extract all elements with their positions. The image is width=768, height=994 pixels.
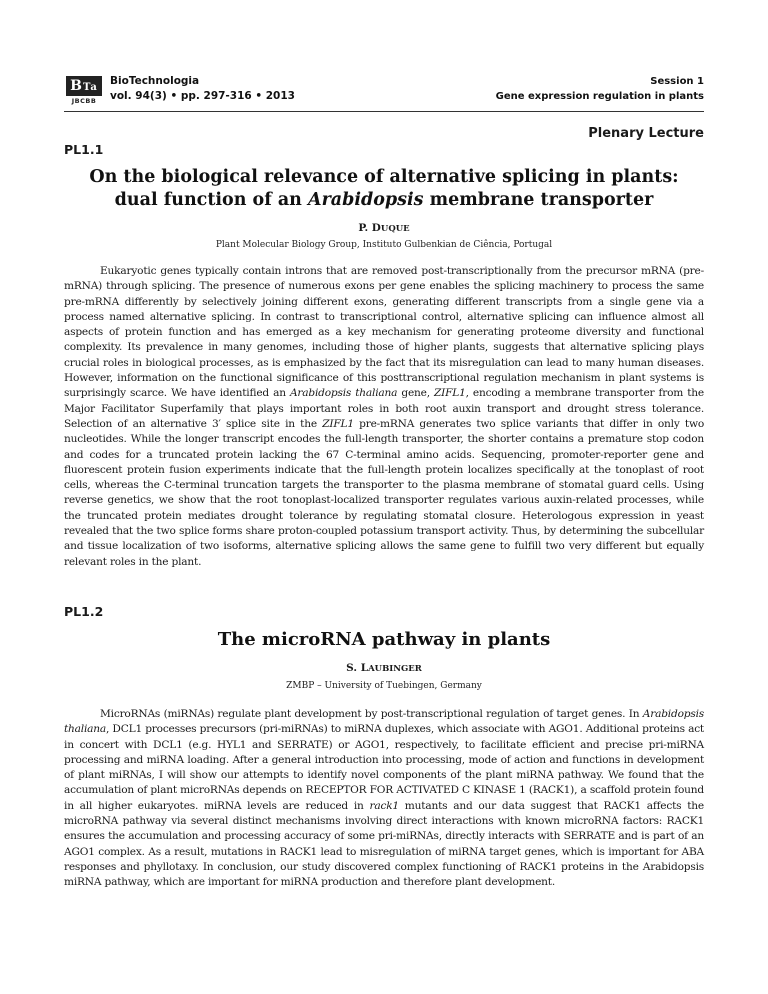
journal-logo: BTa JBCBB (64, 74, 104, 106)
lecture-abstract: Eukaryotic genes typically contain introns that are removed post-transcriptionally from the precursor mRNA (pre-mRNA) through splicing. The presence of numerous exons per gene enables the splicing machinery to process the same pre-mRNA differently by selectively joining different exons, generating different transcripts from a single gene via a process named alternative splicing. In contrast to transcriptional control, alternative splicing can influence almost all aspects of protein function and has emerged as a key mechanism for generating proteome diversity and functional complexity. Its prevalence in many genomes, including those of higher plants, suggests that alternative splicing plays crucial roles in biological processes, as is emphasized by the fact that its misregulation can lead to many human diseases. However, information on the functional significance of this posttranscriptional regulation mechanism in plant systems is surprisingly scarce. We have identified an Arabidopsis thaliana gene, ZIFL1, encoding a membrane transporter from the Major Facilitator Superfamily that plays important roles in both root auxin transport and drought stress tolerance. Selection of an alternative 3′ splice site in the ZIFL1 pre-mRNA generates two splice variants that differ in only two nucleotides. While the longer transcript encodes the full-length transporter, the shorter contains a premature stop codon and codes for a truncated protein lacking the 67 C-terminal amino acids. Sequencing, promoter-reporter gene and fluorescent protein fusion experiments indicate that the full-length protein localizes specifically at the tonoplast of root cells, whereas the C-terminal truncation targets the transporter to the plasma membrane of stomatal guard cells. Using reverse genetics, we show that the root tonoplast-localized transporter regulates various auxin-related processes, while the truncated protein mediates drought tolerance by regulating stomatal closure. Heterologous expression in yeast revealed that the two splice forms share proton-coupled potassium transport activity. Thus, by determining the subcellular and tissue localization of two isoforms, alternative splicing allows the same gene to fulfill two very different but equally relevant roles in the plant. (64, 265, 705, 568)
lecture-id: PL1.1 (64, 142, 104, 157)
lecture-abstract: MicroRNAs (miRNAs) regulate plant development by post-transcriptional regulation of target genes. In Arabidopsis thaliana, DCL1 processes precursors (pri-miRNAs) to miRNA duplexes, which associate with AGO1. Additional proteins act in concert with DCL1 (e.g. HYL1 and SERRATE) or AGO1, respectively, to facilitate efficient and precise pri-miRNA processing and miRNA loading. After a general introduction into processing, mode of action and functions in development of plant miRNAs, I will show our attempts to identify novel components of the plant miRNA pathway. We found that the accumulation of plant microRNAs depends on RECEPTOR FOR ACTIVATED C KINASE 1 (RACK1), a scaffold protein found in all higher eukaryotes. miRNA levels are reduced in rack1 mutants and our data suggest that RACK1 affects the microRNA pathway via several distinct mechanisms involving direct interactions with known microRNA factors: RACK1 ensures the accumulation and processing accuracy of some pri-miRNAs, directly interacts with SERRATE and is part of an AGO1 complex. As a result, mutations in RACK1 lead to misregulation of miRNA target genes, which is important for ABA responses and phyllotaxy. In conclusion, our study discovered complex functioning of RACK1 proteins in the Arabidopsis miRNA pathway, which are important for miRNA production and therefore plant development. (64, 708, 704, 889)
journal-volume: vol. 94(3) • pp. 297-316 • 2013 (110, 90, 295, 102)
session-info (496, 74, 704, 104)
lecture-title: The microRNA pathway in plants (217, 629, 551, 650)
running-header (64, 74, 704, 106)
lecture-id: PL1.2 (64, 604, 104, 619)
journal-info (110, 74, 295, 104)
journal-name: BioTechnologia (110, 75, 200, 87)
plenary-label: Plenary Lecture (588, 126, 704, 141)
lecture-author: S. LAUBINGER (346, 662, 422, 674)
lecture-affiliation: ZMBP – University of Tuebingen, Germany (286, 681, 482, 691)
lecture-title: On the biological relevance of alternative splicing in plants: dual function of an Arabidopsis membrane transporter (89, 167, 679, 210)
lecture-author: P. DUQUE (358, 222, 410, 234)
session-number: Session 1 (650, 76, 704, 87)
session-topic: Gene expression regulation in plants (495, 91, 704, 102)
header-rule (64, 111, 704, 112)
lecture-affiliation: Plant Molecular Biology Group, Instituto Gulbenkian de Ciência, Portugal (215, 240, 553, 250)
